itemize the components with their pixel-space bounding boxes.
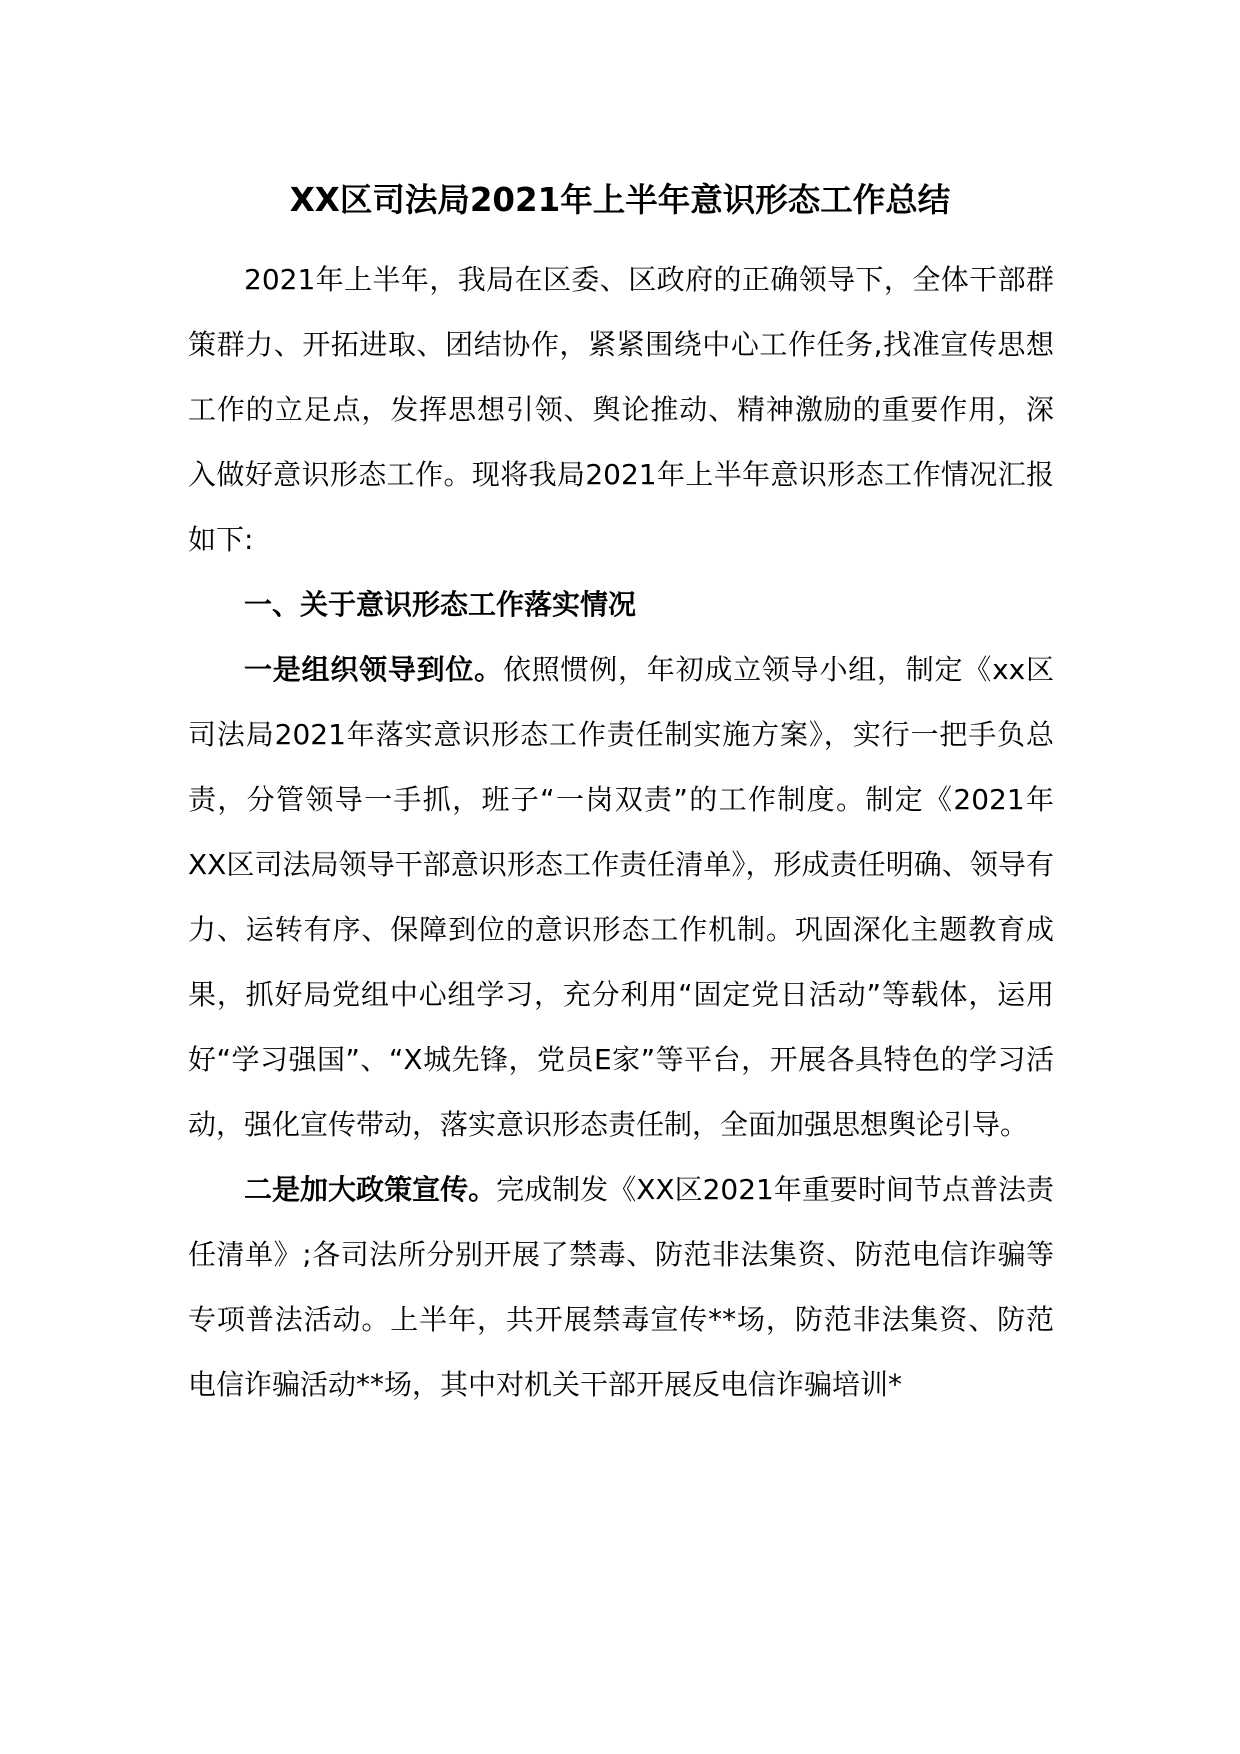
paragraph-organization — [188, 637, 1054, 1157]
document-body — [188, 247, 1054, 1417]
paragraph-lead: 一是组织领导到位。 — [244, 653, 503, 686]
paragraph-text: 完成制发《XX区2021年重要时间节点普法责任清单》;各司法所分别开展了禁毒、防范非法集资、防范电信诈骗等专项普法活动。上半年，共开展禁毒宣传**场，防范非法集资、防范电信诈骗活动**场，其中对机关干部开展反电信诈骗培训* — [188, 1173, 1054, 1401]
section-heading: 一、关于意识形态工作落实情况 — [244, 588, 637, 621]
intro-paragraph: 2021年上半年，我局在区委、区政府的正确领导下，全体干部群策群力、开拓进取、团结协作，紧紧围绕中心工作任务,找准宣传思想工作的立足点，发挥思想引领、舆论推动、精神激励的重要作用，深入做好意识形态工作。现将我局2021年上半年意识形态工作情况汇报如下: — [188, 263, 1054, 556]
paragraph-text: 依照惯例，年初成立领导小组，制定《xx区司法局2021年落实意识形态工作责任制实施方案》，实行一把手负总责，分管领导一手抓，班子“一岗双责”的工作制度。制定《2021年XX区司法局领导干部意识形态工作责任清单》，形成责任明确、领导有力、运转有序、保障到位的意识形态工作机制。巩固深化主题教育成果，抓好局党组中心组学习，充分利用“固定党日活动”等载体，运用好“学习强国”、“X城先锋，党员E家”等平台，开展各具特色的学习活动，强化宣传带动，落实意识形态责任制，全面加强思想舆论引导。 — [188, 653, 1054, 1141]
document-title: XX区司法局2021年上半年意识形态工作总结 — [289, 181, 951, 219]
paragraph-lead: 二是加大政策宣传。 — [244, 1173, 497, 1206]
paragraph-policy-publicity — [188, 1157, 1054, 1417]
